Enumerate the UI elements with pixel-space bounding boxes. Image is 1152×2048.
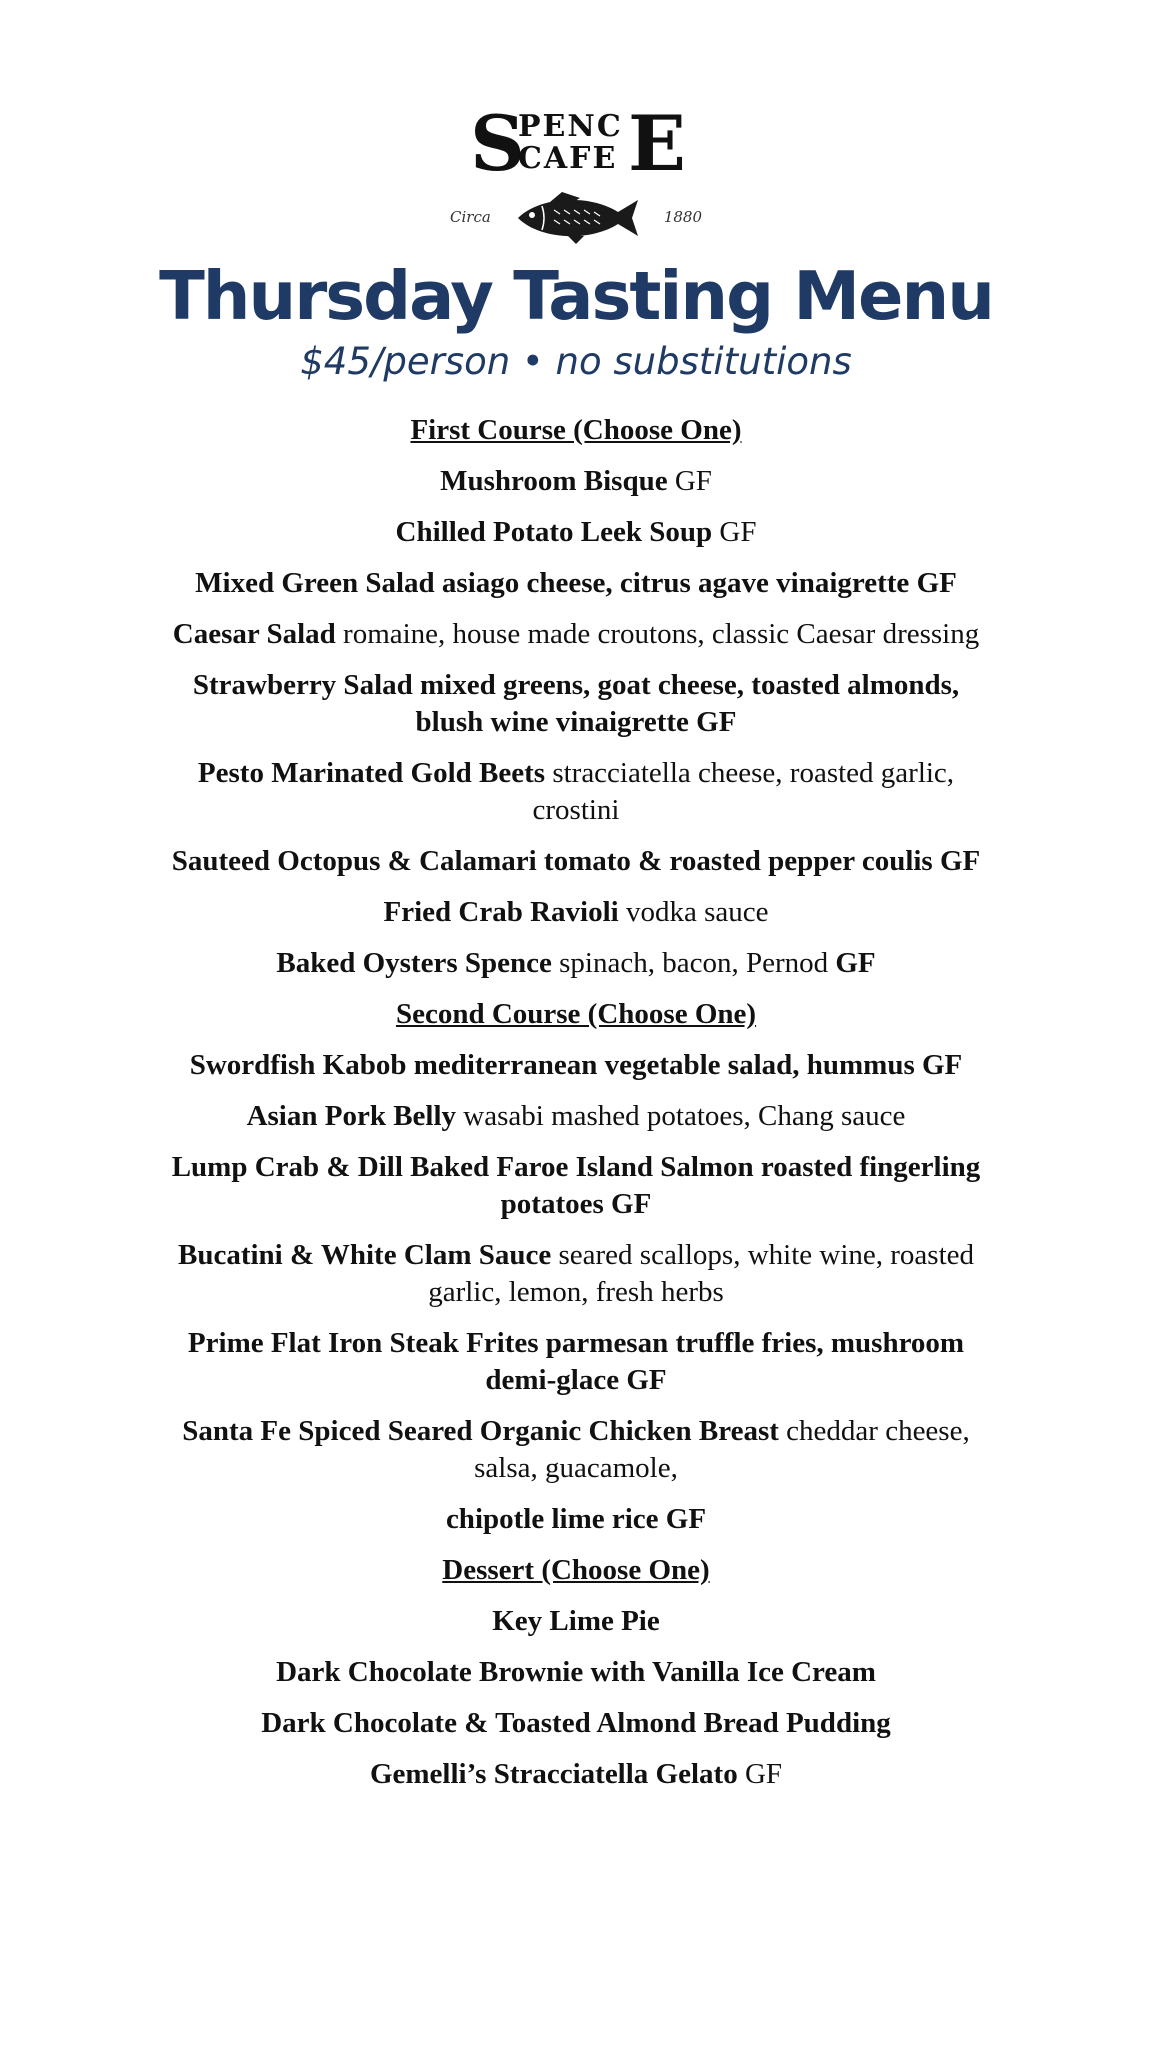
item-description: tomato & roasted pepper coulis [543, 845, 933, 877]
gf-tag: GF [744, 1758, 783, 1790]
menu-item [170, 1237, 982, 1311]
logo-circa-row [450, 190, 702, 246]
item-name: Chilled Potato Leek Soup [395, 516, 713, 548]
gf-tag: GF [611, 1188, 652, 1220]
menu-item [170, 1654, 982, 1691]
menu-item [170, 1413, 982, 1487]
fish-icon [510, 190, 642, 246]
menu-item [170, 945, 982, 982]
dessert-heading: Dessert (Choose One) [442, 1554, 710, 1586]
menu-item [170, 755, 982, 829]
spence-cafe-logo [0, 98, 1152, 248]
item-name: Bucatini & White Clam Sauce [177, 1239, 552, 1271]
gf-tag: GF [696, 706, 737, 738]
item-name: Mushroom Bisque [440, 465, 668, 497]
item-name: Lump Crab & Dill Baked Faroe Island Salmon [171, 1151, 754, 1183]
menu-item [170, 1705, 982, 1742]
gf-tag: GF [665, 1503, 707, 1535]
menu-body [170, 412, 982, 1807]
menu-item [170, 1501, 982, 1538]
menu-item [170, 616, 982, 653]
item-description: vodka sauce [625, 896, 769, 928]
menu-title: Thursday Tasting Menu [159, 257, 993, 335]
menu-item [170, 667, 982, 741]
item-description: seared scallops, white wine, roasted garlic, lemon, fresh herbs [428, 1239, 975, 1308]
item-description: romaine, house made croutons, classic Caesar dressing [343, 618, 980, 650]
item-name: Asian Pork Belly [246, 1100, 457, 1132]
menu-price-subtitle: $45/person • no substitutions [300, 340, 852, 383]
item-description: mediterranean vegetable salad, hummus [413, 1049, 915, 1081]
gf-tag: GF [719, 516, 757, 548]
logo-letter-e: E [628, 99, 686, 188]
item-name: Baked Oysters Spence [276, 947, 552, 979]
item-name: Sauteed Octopus & Calamari [171, 845, 537, 877]
item-description: cheddar cheese, salsa, guacamole, [474, 1415, 970, 1484]
gf-tag: GF [922, 1049, 963, 1081]
item-description: mixed greens, goat cheese, toasted almonds, blush wine vinaigrette [415, 669, 960, 738]
item-name: Key Lime Pie [492, 1605, 660, 1637]
logo-line-1: PENC [518, 109, 623, 144]
item-name: Strawberry Salad [192, 669, 413, 701]
gf-tag: GF [916, 567, 957, 599]
item-description: wasabi mashed potatoes, Chang sauce [463, 1100, 906, 1132]
menu-item [170, 1047, 982, 1084]
gf-tag: GF [626, 1364, 667, 1396]
menu-item [170, 1325, 982, 1399]
logo-letter-s: S [470, 99, 525, 188]
item-name: Caesar Salad [172, 618, 336, 650]
menu-item [170, 1149, 982, 1223]
item-description: asiago cheese, citrus agave vinaigrette [441, 567, 910, 599]
gf-tag: GF [939, 845, 981, 877]
item-name: Mixed Green Salad [195, 567, 435, 599]
item-name: Prime Flat Iron Steak Frites [187, 1327, 539, 1359]
first-course-heading: First Course (Choose One) [410, 414, 742, 446]
item-name: Dark Chocolate & Toasted Almond Bread Pudding [261, 1707, 891, 1739]
item-description: parmesan truffle fries, mushroom demi-glace [485, 1327, 965, 1396]
menu-item [170, 843, 982, 880]
gf-tag: GF [674, 465, 712, 497]
item-name: chipotle lime rice [445, 1503, 659, 1535]
item-description: spinach, bacon, Pernod [559, 947, 829, 979]
item-name: Gemelli’s Stracciatella Gelato [369, 1758, 738, 1790]
item-name: Dark Chocolate Brownie with Vanilla Ice Cream [276, 1656, 876, 1688]
item-name: Fried Crab Ravioli [383, 896, 619, 928]
item-name: Santa Fe Spiced Seared Organic Chicken Breast [182, 1415, 779, 1447]
logo-year-text: 1880 [663, 208, 702, 226]
menu-item [170, 565, 982, 602]
second-course-heading: Second Course (Choose One) [395, 998, 757, 1030]
menu-item [170, 1756, 982, 1793]
item-description: stracciatella cheese, roasted garlic, crostini [532, 757, 955, 826]
menu-item [170, 463, 982, 500]
logo-circa-text: Circa [450, 208, 491, 226]
logo-line-2: CAFE [518, 141, 618, 176]
menu-item [170, 514, 982, 551]
gf-tag: GF [835, 947, 876, 979]
item-name: Pesto Marinated Gold Beets [197, 757, 546, 789]
item-name: Swordfish Kabob [189, 1049, 407, 1081]
logo-wordmark [470, 99, 686, 188]
menu-item [170, 1603, 982, 1640]
menu-item [170, 894, 982, 931]
menu-item [170, 1098, 982, 1135]
item-description: roasted fingerling potatoes [500, 1151, 981, 1220]
